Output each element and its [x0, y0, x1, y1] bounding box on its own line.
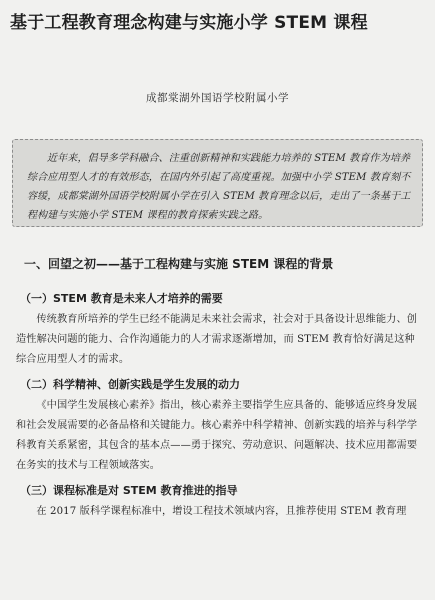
article-title: 基于工程教育理念构建与实施小学 STEM 课程 [10, 13, 368, 33]
abstract-box [12, 139, 423, 227]
paragraph: 《中国学生发展核心素养》指出，核心素养主要指学生应具备的、能够适应终身发展和社会发展需要的必备品格和关键能力。核心素养中科学精神、创新实践的培养与科学学科教育关系紧密，其包含的基本点——勇于探究、劳动意识、问题解决、技术应用都需要在务实的技术与工程领域落实。 [16, 400, 418, 471]
author-affiliation: 成都棠湖外国语学校附属小学 [146, 92, 289, 104]
subsection-heading: （三）课程标准是对 STEM 教育推进的指导 [20, 484, 238, 497]
paragraph: 在 2017 版科学课程标准中，增设工程技术领域内容，且推荐使用 STEM 教育理 [36, 506, 407, 517]
paragraph: 传统教育所培养的学生已经不能满足未来社会需求，社会对于具备设计思维能力、创造性解决问题的能力、合作沟通能力的人才需求逐渐增加，而 STEM 教育恰好满足这种综合应用型人才的需求。 [16, 314, 418, 365]
section-heading: 一、回望之初——基于工程构建与实施 STEM 课程的背景 [24, 257, 334, 271]
subsection-heading: （一）STEM 教育是未来人才培养的需要 [20, 292, 223, 305]
abstract-text: 近年来，倡导多学科融合、注重创新精神和实践能力培养的 STEM 教育作为培养综合应用型人才的有效形态，在国内外引起了高度重视。加强中小学 STEM 教育刻不容缓，成都棠湖外国语学校附属小学在引入 STEM 教育理念以后，走出了一条基于工程构建与实施小学 STEM 课程的教育探索实践之路。 [27, 153, 411, 221]
subsection-heading: （二）科学精神、创新实践是学生发展的动力 [20, 378, 240, 391]
